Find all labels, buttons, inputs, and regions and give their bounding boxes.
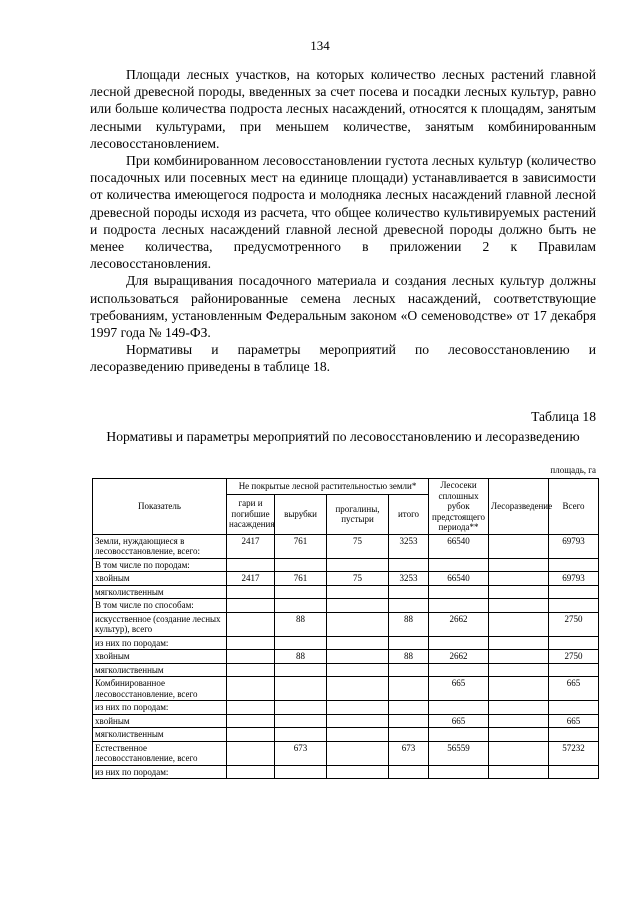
table-cell bbox=[227, 701, 275, 715]
table-row bbox=[93, 714, 599, 728]
table-cell bbox=[489, 650, 549, 664]
table-header-row bbox=[93, 479, 599, 495]
table-row bbox=[93, 612, 599, 636]
table-cell bbox=[227, 663, 275, 677]
table-cell bbox=[429, 728, 489, 742]
table-cell: 665 bbox=[549, 714, 599, 728]
row-label: хвойным bbox=[93, 572, 227, 586]
table-cell: 2750 bbox=[549, 612, 599, 636]
table-cell: 2417 bbox=[227, 534, 275, 558]
table-cell bbox=[549, 599, 599, 613]
table-cell bbox=[327, 741, 389, 765]
table-row bbox=[93, 765, 599, 779]
table-cell bbox=[489, 701, 549, 715]
table-row bbox=[93, 534, 599, 558]
table-cell bbox=[389, 728, 429, 742]
table-cell: 88 bbox=[275, 650, 327, 664]
row-label: хвойным bbox=[93, 714, 227, 728]
table-cell bbox=[327, 558, 389, 572]
paragraph: Для выращивания посадочного материала и создания лесных культур должны использоваться районированные семена лесных насаждений, соответствующие требованиям, установленным Федеральным законом «О семеноводстве» от 17 декабря 1997 года № 149-ФЗ. bbox=[90, 273, 596, 341]
table-cell: 673 bbox=[389, 741, 429, 765]
table-row bbox=[93, 650, 599, 664]
table-cell: 761 bbox=[275, 572, 327, 586]
table-cell: 2750 bbox=[549, 650, 599, 664]
table-cell: 761 bbox=[275, 534, 327, 558]
table-cell: 2662 bbox=[429, 612, 489, 636]
paragraph: При комбинированном лесовосстановлении густота лесных культур (количество посадочных или посевных мест на единице площади) устанавливается в зависимости от количества имеющегося подроста и молодняка лесных насаждений главной лесной древесной породы исходя из расчета, что общее количество культивируемых растений и подроста лесных насаждений главной лесной древесной породы должно быть не менее количества, предусмотренного в приложении 2 к Правилам лесовосстановления. bbox=[90, 153, 596, 272]
table-cell bbox=[429, 599, 489, 613]
row-label: Комбинированное лесовосстановление, всего bbox=[93, 677, 227, 701]
row-label: мягколиственным bbox=[93, 663, 227, 677]
table-cell bbox=[327, 728, 389, 742]
table-cell: 88 bbox=[275, 612, 327, 636]
table-cell bbox=[549, 728, 599, 742]
table-cell bbox=[327, 677, 389, 701]
header-cutting-areas: Лесосеки сплошных рубок предстоящего периода** bbox=[429, 479, 489, 535]
table-cell bbox=[327, 650, 389, 664]
table-cell bbox=[429, 558, 489, 572]
table-cell: 665 bbox=[429, 714, 489, 728]
table-row bbox=[93, 741, 599, 765]
row-label: из них по породам: bbox=[93, 636, 227, 650]
table-cell bbox=[489, 572, 549, 586]
table-cell bbox=[389, 765, 429, 779]
row-label: из них по породам: bbox=[93, 701, 227, 715]
table-cell bbox=[227, 741, 275, 765]
table-cell bbox=[227, 677, 275, 701]
table-cell: 665 bbox=[429, 677, 489, 701]
table-cell bbox=[275, 765, 327, 779]
table-cell bbox=[489, 741, 549, 765]
table-cell bbox=[389, 714, 429, 728]
table-cell bbox=[389, 558, 429, 572]
table-cell bbox=[227, 714, 275, 728]
table-cell bbox=[275, 714, 327, 728]
unit-note: площадь, га bbox=[550, 465, 596, 475]
table-cell bbox=[275, 585, 327, 599]
table-cell bbox=[275, 599, 327, 613]
table-cell bbox=[327, 612, 389, 636]
table-cell bbox=[389, 599, 429, 613]
paragraph: Нормативы и параметры мероприятий по лесовосстановлению и лесоразведению приведены в таблице 18. bbox=[90, 342, 596, 375]
table-cell bbox=[549, 585, 599, 599]
row-label: Земли, нуждающиеся в лесовосстановление, всего: bbox=[93, 534, 227, 558]
header-clearings: вырубки bbox=[275, 494, 327, 534]
table-cell bbox=[489, 728, 549, 742]
table-row bbox=[93, 558, 599, 572]
table-row bbox=[93, 585, 599, 599]
table-title: Нормативы и параметры мероприятий по лесовосстановлению и лесоразведению bbox=[106, 429, 580, 444]
table-cell: 88 bbox=[389, 650, 429, 664]
row-label: мягколиственным bbox=[93, 728, 227, 742]
table-row bbox=[93, 636, 599, 650]
table-row bbox=[93, 677, 599, 701]
table-cell bbox=[489, 663, 549, 677]
table-row bbox=[93, 701, 599, 715]
table-row bbox=[93, 599, 599, 613]
data-table bbox=[92, 478, 599, 779]
table-cell bbox=[489, 612, 549, 636]
table-cell bbox=[489, 677, 549, 701]
table-cell bbox=[489, 585, 549, 599]
table-row bbox=[93, 572, 599, 586]
header-grand-total: Всего bbox=[549, 479, 599, 535]
row-label: мягколиственным bbox=[93, 585, 227, 599]
table-cell bbox=[275, 558, 327, 572]
table-row bbox=[93, 663, 599, 677]
table-cell bbox=[327, 765, 389, 779]
header-total-uncovered: итого bbox=[389, 494, 429, 534]
table-cell: 2417 bbox=[227, 572, 275, 586]
table-cell bbox=[327, 599, 389, 613]
header-uncovered-group: Не покрытые лесной растительностью земли* bbox=[227, 479, 429, 495]
page-number: 134 bbox=[310, 38, 330, 53]
table-cell bbox=[549, 636, 599, 650]
table-cell bbox=[227, 558, 275, 572]
table-cell bbox=[275, 701, 327, 715]
table-cell: 673 bbox=[275, 741, 327, 765]
row-label: В том числе по способам: bbox=[93, 599, 227, 613]
table-cell bbox=[389, 701, 429, 715]
table-cell bbox=[227, 599, 275, 613]
table-row bbox=[93, 728, 599, 742]
table-cell bbox=[429, 585, 489, 599]
row-label: В том числе по породам: bbox=[93, 558, 227, 572]
table-cell bbox=[549, 558, 599, 572]
table-cell bbox=[275, 636, 327, 650]
table-cell: 75 bbox=[327, 534, 389, 558]
table-cell bbox=[327, 585, 389, 599]
row-label: Естественное лесовосстановление, всего bbox=[93, 741, 227, 765]
table-cell bbox=[429, 701, 489, 715]
table-cell bbox=[275, 663, 327, 677]
table-cell bbox=[327, 701, 389, 715]
table-cell bbox=[429, 765, 489, 779]
table-cell bbox=[429, 663, 489, 677]
table-cell bbox=[227, 636, 275, 650]
table-cell bbox=[389, 677, 429, 701]
table-cell bbox=[389, 585, 429, 599]
table-cell bbox=[549, 765, 599, 779]
table-cell bbox=[489, 558, 549, 572]
table-cell bbox=[489, 714, 549, 728]
table-cell bbox=[227, 650, 275, 664]
table-cell: 69793 bbox=[549, 572, 599, 586]
header-indicator: Показатель bbox=[93, 479, 227, 535]
table-cell bbox=[389, 636, 429, 650]
row-label: из них по породам: bbox=[93, 765, 227, 779]
table-cell bbox=[227, 728, 275, 742]
row-label: хвойным bbox=[93, 650, 227, 664]
table-cell: 88 bbox=[389, 612, 429, 636]
table-cell bbox=[389, 663, 429, 677]
table-cell: 66540 bbox=[429, 572, 489, 586]
table-cell bbox=[429, 636, 489, 650]
table-cell bbox=[489, 534, 549, 558]
table-body bbox=[93, 534, 599, 779]
table-cell: 57232 bbox=[549, 741, 599, 765]
table-cell: 2662 bbox=[429, 650, 489, 664]
table-cell bbox=[327, 636, 389, 650]
row-label: искусственное (создание лесных культур), всего bbox=[93, 612, 227, 636]
table-cell: 56559 bbox=[429, 741, 489, 765]
table-cell: 3253 bbox=[389, 572, 429, 586]
table-cell: 75 bbox=[327, 572, 389, 586]
header-afforestation: Лесоразведение bbox=[489, 479, 549, 535]
table-cell bbox=[489, 765, 549, 779]
table-cell: 66540 bbox=[429, 534, 489, 558]
table-cell: 3253 bbox=[389, 534, 429, 558]
table-cell bbox=[227, 585, 275, 599]
table-cell bbox=[327, 663, 389, 677]
table-cell bbox=[227, 765, 275, 779]
paragraph: Площади лесных участков, на которых количество лесных растений главной лесной древесной породы, введенных за счет посева и посадки лесных культур, равно или больше количества подроста лесных насаждений, относятся к площадям, занятым лесными культурами, при меньшем количестве, занятым комбинированным лесовосстановлением. bbox=[90, 67, 596, 151]
table-cell bbox=[227, 612, 275, 636]
table-cell bbox=[275, 677, 327, 701]
table-label: Таблица 18 bbox=[531, 409, 596, 424]
table-cell bbox=[549, 701, 599, 715]
table-cell: 665 bbox=[549, 677, 599, 701]
header-glades: прогалины, пустыри bbox=[327, 494, 389, 534]
table-cell bbox=[275, 728, 327, 742]
table-cell bbox=[489, 599, 549, 613]
table-cell bbox=[489, 636, 549, 650]
body-text bbox=[90, 66, 596, 376]
header-burns: гари и погибшие насаждения bbox=[227, 494, 275, 534]
table-cell: 69793 bbox=[549, 534, 599, 558]
table-cell bbox=[549, 663, 599, 677]
table-cell bbox=[327, 714, 389, 728]
